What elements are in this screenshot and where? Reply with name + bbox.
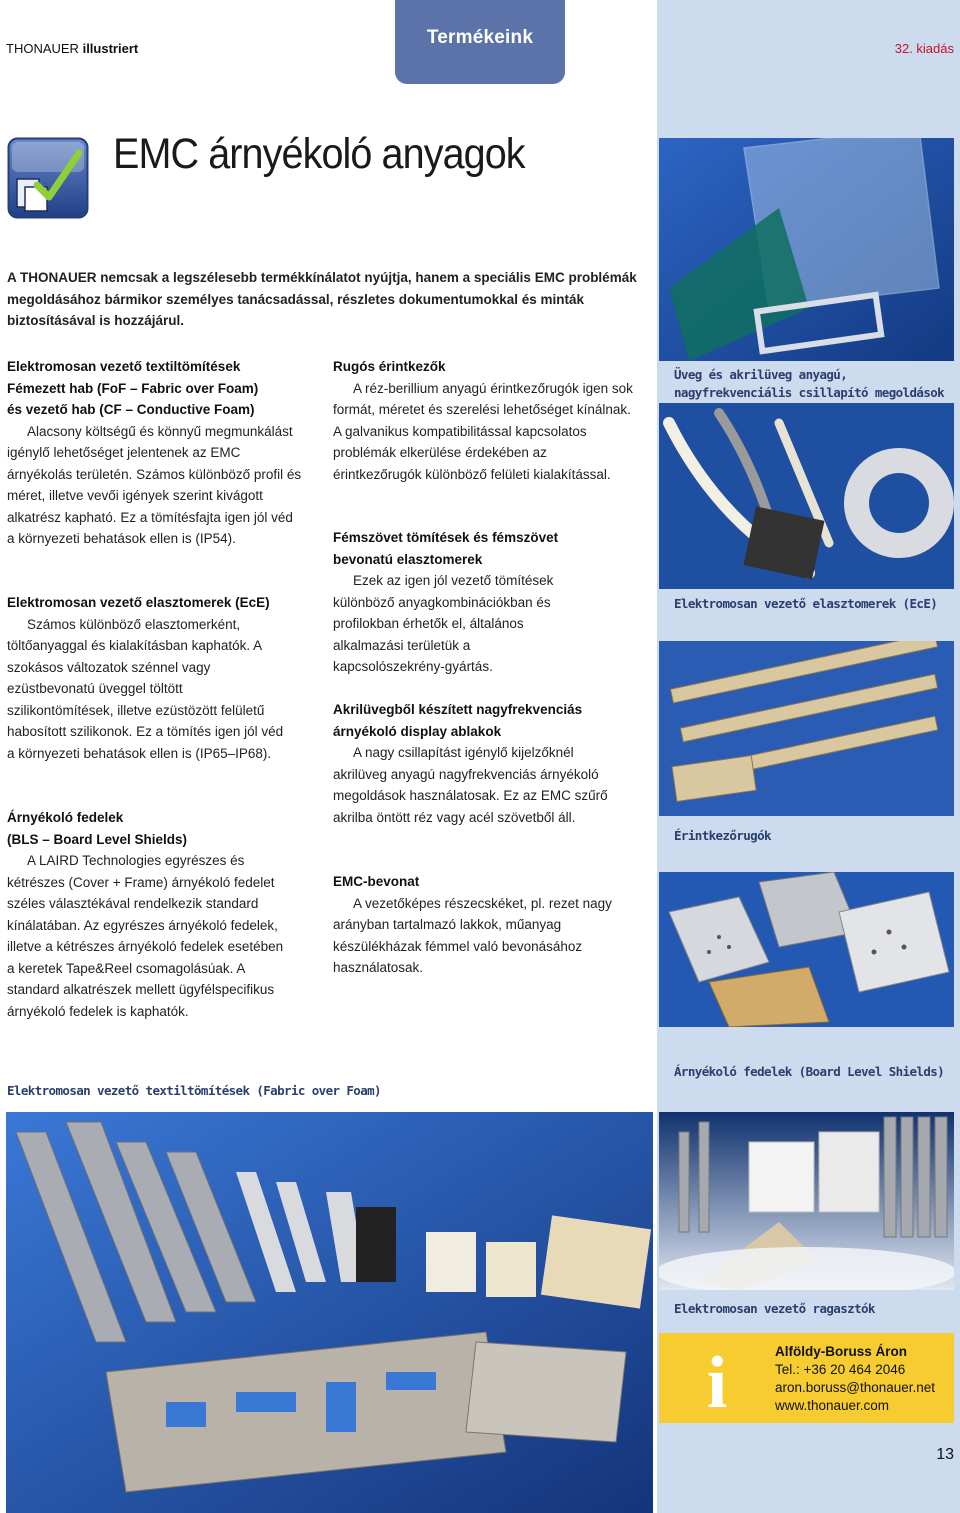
photo-glass-windows	[659, 138, 954, 361]
intro-text: A THONAUER nemcsak a legszélesebb termékkínálatot nyújtja, hanem a speciális EMC problémák megoldásához bármikor személyes tanácsadással, részletes dokumentumokkal és minták biztosításával is hozzájárul.	[7, 270, 637, 328]
section-heading: Fémezett hab (FoF – Fabric over Foam)	[7, 380, 259, 396]
contact-email[interactable]: aron.boruss@thonauer.net	[775, 1380, 936, 1395]
contact-details	[775, 1343, 935, 1415]
section-body: A vezetőképes részecskéket, pl. rezet nagy arányban tartalmazó lakkok, műanyag készülékházak fémmel való bevonásához használatosak.	[333, 895, 612, 975]
caption-shields: Árnyékoló fedelek (Board Level Shields)	[674, 1064, 945, 1079]
caption-glass: Üveg és akrilüveg anyagú, nagyfrekvenciális csillapító megoldások	[674, 367, 945, 400]
section-body: A réz-berillium anyagú érintkezőrugók igen sok formát, méretet és szerelési lehetőséget kínálnak. A galvanikus kompatibilitással kapcsolatos problémák elkerülése érdekében az érintkezőrugók különböző felületi kialakítással.	[333, 380, 633, 482]
document-check-icon	[7, 137, 89, 219]
section-conductive-elastomers	[7, 592, 290, 764]
section-heading: Árnyékoló fedelek	[7, 810, 124, 825]
info-icon	[672, 1345, 762, 1411]
caption-elastomer: Elektromosan vezető elasztomerek (EcE)	[674, 596, 938, 611]
brand	[6, 41, 138, 56]
photo-adhesives	[659, 1112, 954, 1290]
section-spring-contacts	[333, 356, 633, 485]
section-metal-mesh	[333, 527, 583, 678]
contact-name: Alföldy-Boruss Áron	[775, 1344, 908, 1359]
section-tab[interactable]: Termékeink	[395, 0, 565, 84]
photo-springs	[659, 641, 954, 816]
photo-shields	[659, 872, 954, 1027]
section-board-level-shields	[7, 807, 289, 1022]
contact-phone: Tel.: +36 20 464 2046	[775, 1362, 906, 1377]
contact-website[interactable]: www.thonauer.com	[775, 1398, 890, 1413]
section-heading: (BLS – Board Level Shields)	[7, 831, 188, 847]
page-title: EMC árnyékoló anyagok	[113, 130, 525, 178]
section-heading: EMC-bevonat	[333, 874, 420, 889]
section-heading: Elektromosan vezető elasztomerek (EcE)	[7, 595, 270, 610]
section-body: Számos különböző elasztomerként, töltőanyaggal és kialakításban kaphatók. A szokásos változatok szénnel vagy ezüstbevonatú üveggel töltött szilikontömítések, illetve ezüstözött felületű habosított szilikonok. Ez a tömítés igen jól véd a környezeti behatások ellen is (IP65–IP68).	[7, 616, 284, 761]
section-body: A nagy csillapítást igénylő kijelzőknél akrilüveg anyagú nagyfrekvenciás árnyékoló megoldások használatosak. Ez az EMC szűrő akrilba öntött réz vagy acél szövetből áll.	[333, 745, 608, 825]
section-emc-coating	[333, 871, 633, 979]
caption-springs: Érintkezőrugók	[674, 828, 771, 843]
edition-label: 32. kiadás	[894, 41, 954, 56]
section-heading: Rugós érintkezők	[333, 359, 446, 374]
section-body: Ezek az igen jól vezető tömítések különböző anyagkombinációkban és profilokban érhetők el, általános alkalmazási területük a kapcsolószekrény-gyártás.	[333, 573, 554, 674]
section-fabric-gaskets	[7, 356, 303, 550]
section-heading: Akrilüvegből készített nagyfrekvenciás árnyékoló display ablakok	[333, 702, 583, 739]
caption-adhesives: Elektromosan vezető ragasztók	[674, 1301, 875, 1316]
photo-fabric-gaskets	[6, 1112, 653, 1513]
caption-fabric: Elektromosan vezető textiltömítések (Fabric over Foam)	[7, 1083, 381, 1098]
brand-prefix: THONAUER	[6, 41, 79, 56]
section-display-windows	[333, 699, 609, 828]
info-icon-glyph: i	[706, 1345, 728, 1411]
photo-elastomers	[659, 403, 954, 589]
section-body: Alacsony költségű és könnyű megmunkálást igénylő lehetőséget jelentenek az EMC árnyékolás területén. Számos különböző profil és méret, illetve vevői igények szerint kivágott alkatrész kapható. Ez a tömítésfajta igen jól véd a környezeti behatások ellen is (IP54).	[7, 423, 302, 546]
section-heading: Fémszövet tömítések és fémszövet bevonatú elasztomerek	[333, 530, 559, 567]
page-number: 13	[936, 1446, 954, 1463]
brand-suffix: illustriert	[82, 41, 139, 56]
section-heading: és vezető hab (CF – Conductive Foam)	[7, 402, 255, 417]
section-heading: Elektromosan vezető textiltömítések	[7, 359, 241, 374]
section-body: A LAIRD Technologies egyrészes és kétrészes (Cover + Frame) árnyékoló fedelet széles választékával rendelkezik standard kínálatában. Az egyrészes árnyékoló fedelek, illetve a kétrészes árnyékoló fedelek esetében a keretek Tape&Reel csomagolásúak. A standard alkatrészek mellett ügyfélspecifikus árnyékoló fedelek is kaphatók.	[7, 853, 284, 1019]
